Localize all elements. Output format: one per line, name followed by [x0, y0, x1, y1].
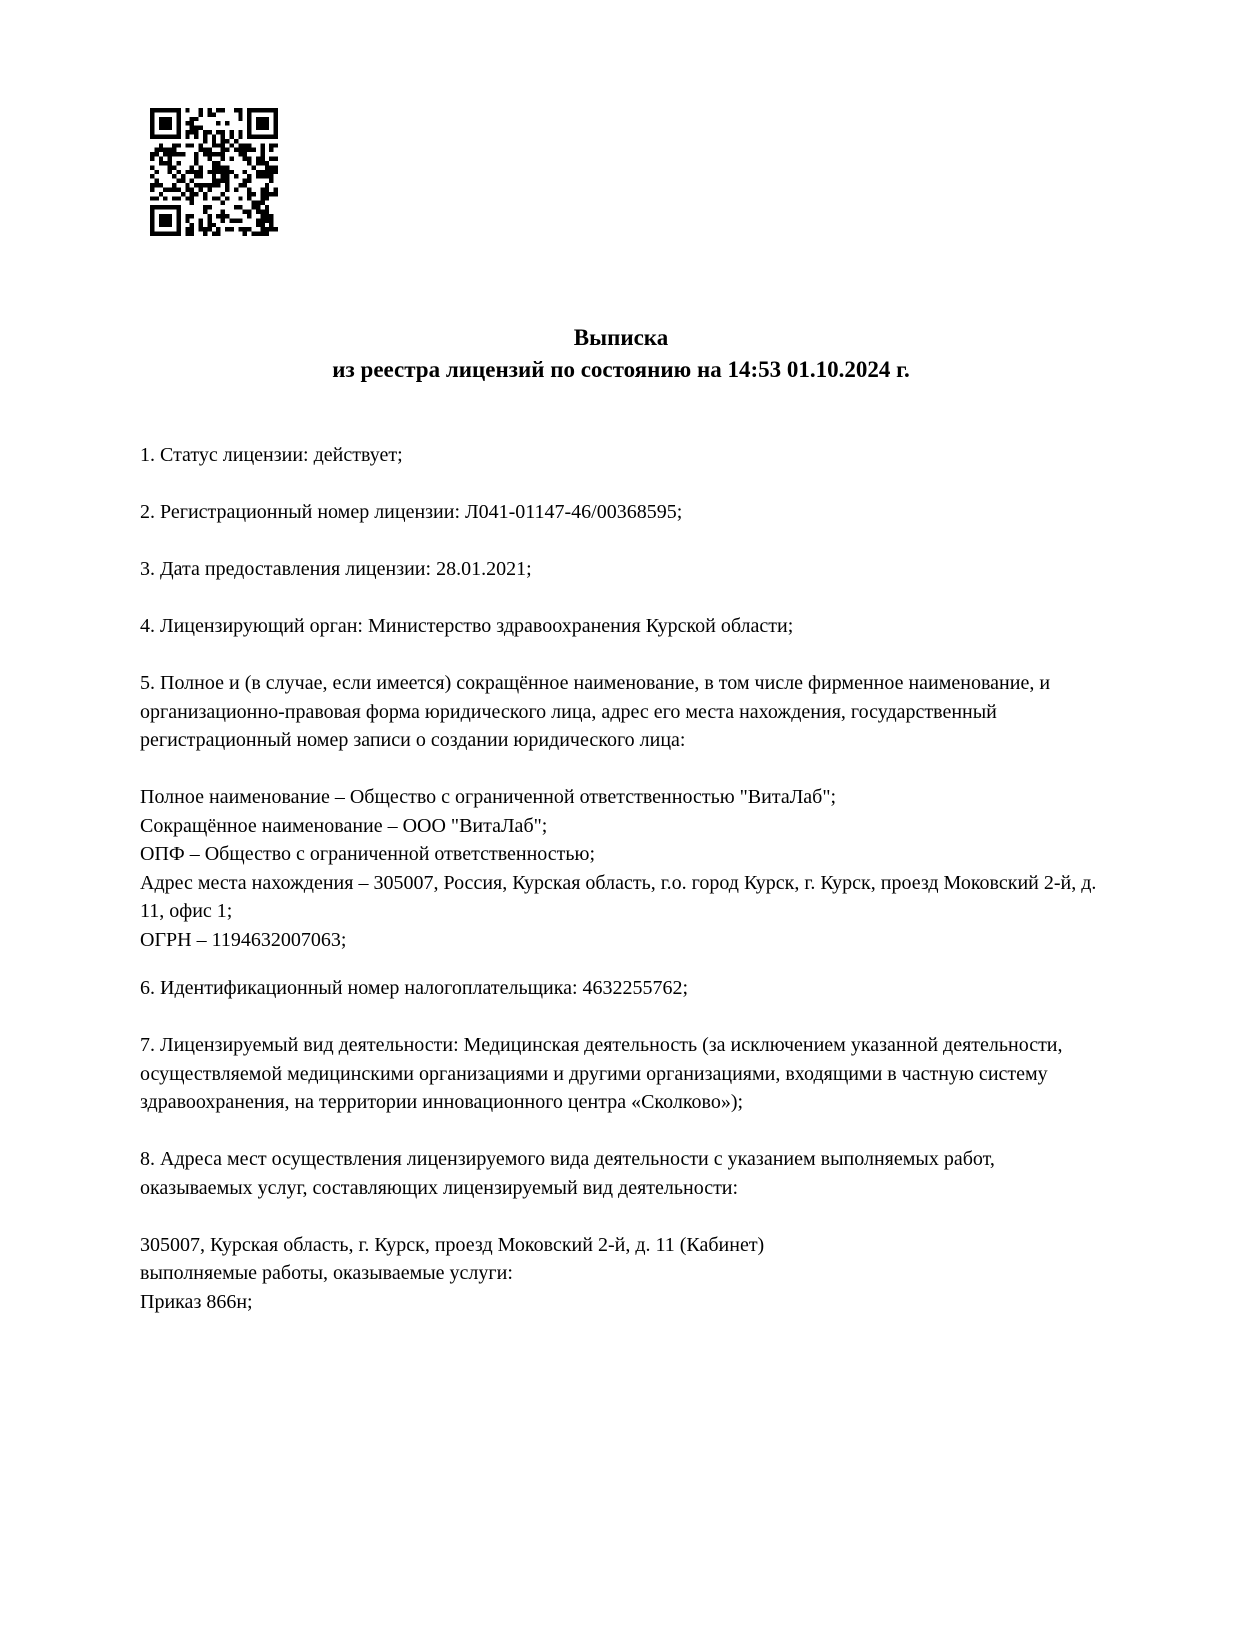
document-title-line-1: Выписка — [573, 325, 669, 350]
text-line: 3. Дата предоставления лицензии: 28.01.2021; — [140, 558, 532, 580]
text-line-ogrn: ОГРН – 1194632007063; — [140, 928, 347, 951]
paragraph-inn — [140, 974, 1104, 1003]
text-line-full-name: Полное наименование – Общество с ограниченной ответственностью "ВитаЛаб"; — [140, 786, 837, 808]
text-line-opf: ОПФ – Общество с ограниченной ответственностью; — [140, 843, 596, 865]
text-line: 2. Регистрационный номер лицензии: Л041-01147-46/00368595; — [140, 501, 683, 523]
paragraph-registration-number — [140, 498, 1104, 527]
text-line-activity-address: 305007, Курская область, г. Курск, проезд Моковский 2-й, д. 11 (Кабинет) — [140, 1233, 765, 1256]
text-line-order: Приказ 866н; — [140, 1290, 253, 1313]
document-body — [140, 441, 1104, 1336]
text-line-services-label: выполняемые работы, оказываемые услуги: — [140, 1262, 513, 1284]
text-line: 4. Лицензирующий орган: Министерство здравоохранения Курской области; — [140, 615, 794, 637]
paragraph-activity-addresses-intro — [140, 1145, 1104, 1202]
text-line: 8. Адреса мест осуществления лицензируемого вида деятельности с указанием выполняемых работ, оказываемых услуг, составляющих лицензируемый вид деятельности: — [140, 1148, 995, 1199]
text-line-address: Адрес места нахождения – 305007, Россия, Курская область, г.о. город Курск, г. Курск, проезд Моковский 2-й, д. 11, офис 1; — [140, 871, 1097, 922]
text-line: 6. Идентификационный номер налогоплательщика: 4632255762; — [140, 977, 689, 999]
text-line: 7. Лицензируемый вид деятельности: Медицинская деятельность (за исключением указанной деятельности, осуществляемой медицинскими организациями и другими организациями, входящими в частную систему здравоохранения, на территории инновационного центра «Сколково»); — [140, 1034, 1063, 1113]
text-line-short-name: Сокращённое наименование – ООО "ВитаЛаб"; — [140, 814, 548, 837]
paragraph-license-date — [140, 555, 1104, 584]
text-line: 1. Статус лицензии: действует; — [140, 444, 403, 466]
paragraph-license-status — [140, 441, 1104, 470]
document-title-line-2: из реестра лицензий по состоянию на 14:53 01.10.2024 г. — [332, 357, 910, 382]
document-title — [140, 322, 1102, 386]
text-line: 5. Полное и (в случае, если имеется) сокращённое наименование, в том числе фирменное наименование, и организационно-правовая форма юридического лица, адрес его места нахождения, государственный регистрационный номер записи о создании юридического лица: — [140, 672, 1051, 751]
qr-code-icon — [150, 108, 278, 236]
paragraph-licensing-authority — [140, 612, 1104, 641]
paragraph-entity-naming-intro — [140, 669, 1104, 755]
paragraph-licensed-activity — [140, 1031, 1104, 1117]
